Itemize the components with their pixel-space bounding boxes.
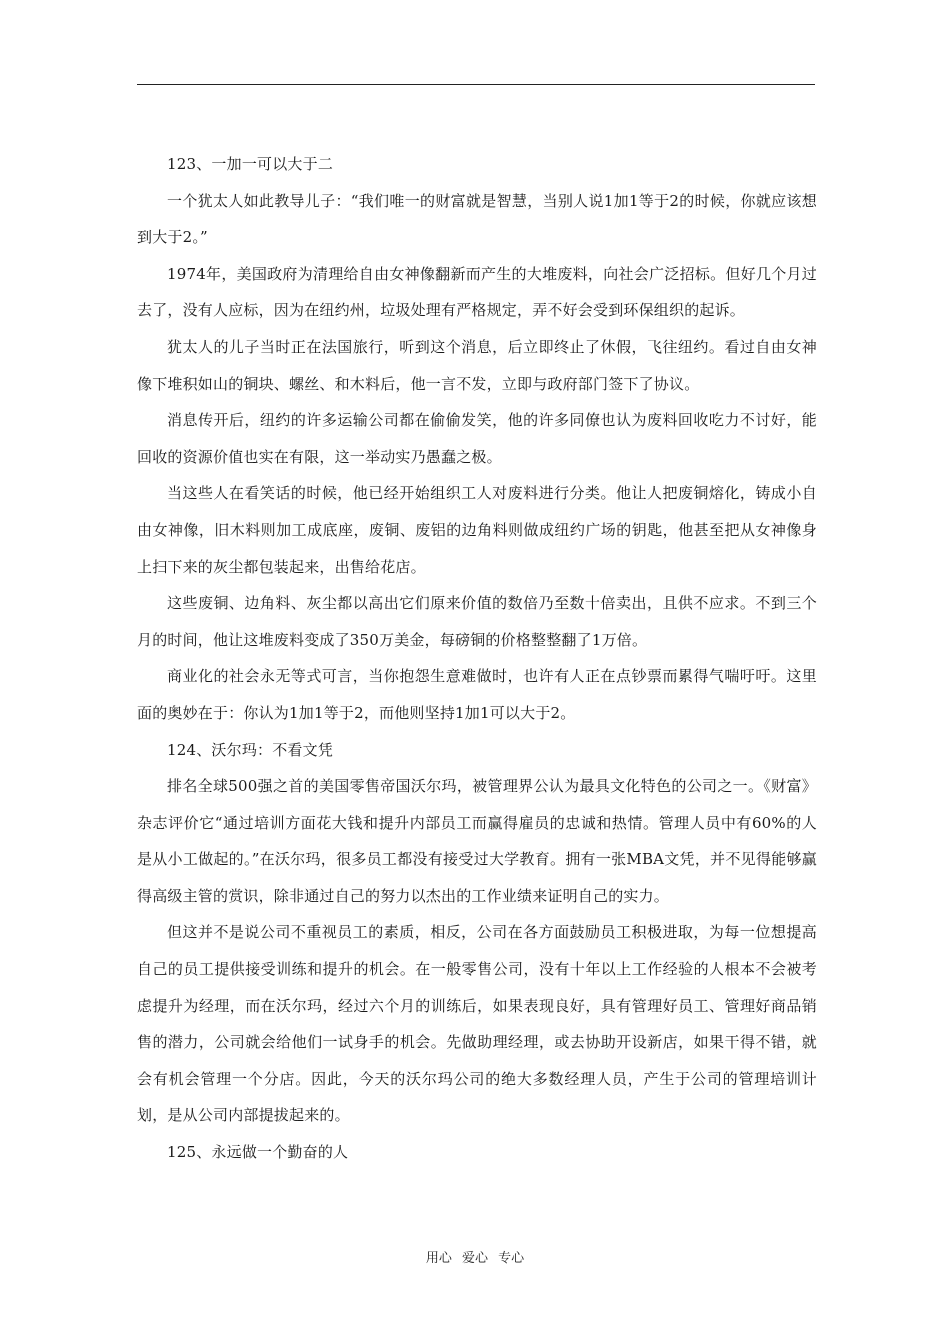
paragraph: 商业化的社会永无等式可言，当你抱怨生意难做时，也许有人正在点钞票而累得气喘吁吁。这里面的奥妙在于：你认为1加1等于2，而他则坚持1加1可以大于2。 — [137, 667, 817, 722]
paragraph: 犹太人的儿子当时正在法国旅行，听到这个消息，后立即终止了休假，飞往纽约。看过自由女神像下堆积如山的铜块、螺丝、和木料后，他一言不发，立即与政府部门签下了协议。 — [137, 337, 817, 393]
paragraph: 消息传开后，纽约的许多运输公司都在偷偷发笑，他的许多同僚也认为废料回收吃力不讨好，能回收的资源价值也实在有限，这一举动实乃愚蠢之极。 — [137, 411, 817, 466]
section-heading-123: 123、一加一可以大于二 — [167, 155, 334, 173]
header-rule — [137, 84, 815, 85]
paragraph: 排名全球500强之首的美国零售帝国沃尔玛，被管理界公认为最具文化特色的公司之一。《财富》杂志评价它“通过培训方面花大钱和提升内部员工而赢得雇员的忠诚和热情。管理人员中有60%的人是从小工做起的。”在沃尔玛，很多员工都没有接受过大学教育。拥有一张MBA文凭，并不见得能够赢得高级主管的赏识，除非通过自己的努力以杰出的工作业绩来证明自己的实力。 — [137, 777, 817, 905]
paragraph: 这些废铜、边角料、灰尘都以高出它们原来价值的数倍乃至数十倍卖出，且供不应求。不到三个月的时间，他让这堆废料变成了350万美金，每磅铜的价格整整翻了1万倍。 — [137, 594, 817, 649]
document-body — [137, 146, 817, 1171]
paragraph: 当这些人在看笑话的时候，他已经开始组织工人对废料进行分类。他让人把废铜熔化，铸成小自由女神像，旧木料则加工成底座，废铜、废铝的边角料则做成纽约广场的钥匙，他甚至把从女神像身上扫下来的灰尘都包装起来，出售给花店。 — [137, 484, 817, 576]
section-heading-125: 125、永远做一个勤奋的人 — [167, 1143, 349, 1162]
section-heading-124: 124、沃尔玛：不看文凭 — [167, 740, 334, 759]
paragraph: 但这并不是说公司不重视员工的素质，相反，公司在各方面鼓励员工积极进取，为每一位想提高自己的员工提供接受训练和提升的机会。在一般零售公司，没有十年以上工作经验的人根本不会被考虑提升为经理，而在沃尔玛，经过六个月的训练后，如果表现良好，具有管理好员工、管理好商品销售的潜力，公司就会给他们一试身手的机会。先做助理经理，或去协助开设新店，如果干得不错，就会有机会管理一个分店。因此，今天的沃尔玛公司的绝大多数经理人员，产生于公司的管理培训计划，是从公司内部提拔起来的。 — [137, 923, 817, 1125]
paragraph: 1974年，美国政府为清理给自由女神像翻新而产生的大堆废料，向社会广泛招标。但好几个月过去了，没有人应标，因为在纽约州，垃圾处理有严格规定，弄不好会受到环保组织的起诉。 — [137, 264, 817, 320]
paragraph: 一个犹太人如此教导儿子：“我们唯一的财富就是智慧，当别人说1加1等于2的时候，你就应该想到大于2。” — [137, 191, 817, 247]
page-footer: 用心 爱心 专心 — [425, 1251, 525, 1266]
